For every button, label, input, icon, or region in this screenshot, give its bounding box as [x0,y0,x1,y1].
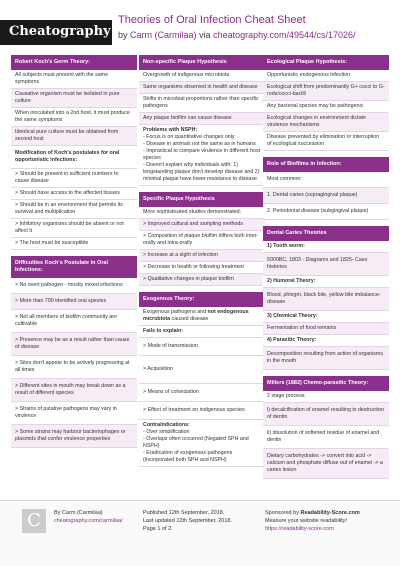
list-item: Opportunistic endogenous infection [263,70,389,82]
list-item: ii) dissolution of softened residue of enamel and dentin [263,426,389,449]
list-item: i) decalcification of enamel resulting in destruction of dentin [263,403,389,426]
list-item: 2 stage process: [263,391,389,403]
list-item: Fermentation of food remains [263,323,389,335]
list-item: > Different sites in mouth may break down as a result of different species [11,379,137,402]
subheading: 4) Parasitic Theory: [267,337,317,343]
section-title: Specific Plaque Hypothesis [139,192,265,207]
section-millers [263,376,389,479]
list-item: > Decrease in health or following treatment [139,262,265,274]
footer-author-link[interactable]: cheatography.com/carmilaa/ [54,518,123,524]
list-item: > No overt pathogen - mostly mixed infections [11,278,137,294]
author-link[interactable]: Carm (Carmilaa) [130,30,197,40]
subheading: Modification of Koch's postulates for oral opportunistic infections: [15,150,120,163]
intro-text-end: caused disease [170,316,209,322]
column-2 [139,55,265,467]
cheatography-logo[interactable]: Cheatography [0,20,112,45]
section-title: Ecological Plaque Hypothesis: [263,55,389,70]
page-number: Page 1 of 2. [143,526,173,532]
list-item: > Qualitative changes in plaque biofilm [139,274,265,286]
updated-date: Last updated 12th September, 2018. [143,518,232,524]
list-item: > Presence may be as a result rather than cause of disease [11,333,137,356]
list-item-text: - Impractical to compare virulence in different host species [143,148,261,161]
footer-publication [143,509,232,533]
section-nonspecific-plaque [139,55,265,186]
list-item [263,241,389,253]
list-item: > Improved cultural and sampling methods [139,219,265,231]
list-item: > Mode of transmission [139,338,265,356]
footer [0,500,400,566]
list-item: > Should be in an environment that permits its survival and multiplication [11,200,137,219]
subheading: Contraindications: [143,422,190,428]
section-specific-plaque [139,192,265,286]
list-item: Identical pure culture must be obtained from second host [11,127,137,146]
page-title: Theories of Oral Infection Cheat Sheet [118,14,306,26]
list-item-text: - Overlaps often occurred (Negated SPH and NSPH) [143,436,249,449]
list-item [263,335,389,347]
list-item: 1. Dental caries (supragingival plaque) [263,188,389,204]
subheading: 1) Tooth worm: [267,243,305,249]
byline-by: by [118,30,128,40]
list-item: > The host must be susceptible [11,238,137,250]
sponsor-tagline: Measure your website readability! [265,518,347,524]
list-item: Blood, phlegm, black bile, yellow bile imbalance- disease [263,288,389,311]
list-item: 5000BC, 1803 - Diagrams and 1825- Case histories [263,253,389,276]
list-item: Disease prevented by elimination or interruption of ecological succession [263,132,389,151]
list-item [263,311,389,323]
sheet-url-link[interactable]: cheatography.com/49544/cs/17026/ [213,30,356,40]
section-dental-caries [263,226,389,370]
list-item: Ecological shift from predominantly G+ cocci to G- rods/cocci-bacilli [263,82,389,101]
section-title: Role of Biofilms in Infection: [263,157,389,172]
sponsor-line [265,509,360,517]
column-3 [263,55,389,479]
published-date: Published 12th September, 2018. [143,510,225,516]
footer-sponsor [265,509,360,533]
section-title: Robert Koch's Germ Theory: [11,55,137,70]
section-koch [11,55,137,250]
sponsor-name[interactable]: Readability-Score.com [300,510,360,516]
section-exogenous [139,292,265,467]
author-avatar[interactable]: C [22,509,46,533]
list-item: Same organisms observed in health and disease [139,82,265,94]
section-difficulties [11,256,137,448]
list-item-text: - Doesn't explain why individuals with: 1) longstanding plaque don't develop disease and 2) minimal plaque have lower resistance to disease [143,162,260,182]
byline [118,30,356,40]
subheading: Fails to explain: [143,328,184,334]
list-item: Dietary carbohydrates -> convert into acid -> calcium and phosphate diffuse out of enamel -> a caries lesion [263,449,389,479]
list-item: > Sites don't appear to be actively progressing at all times [11,356,137,379]
list-item-text: - Disease in animals not the same as in humans [143,141,256,147]
list-item: Overgrowth of indigenous microbiota [139,70,265,82]
subheading: 2) Humoral Theory: [267,278,316,284]
list-item: > Composition of plaque biofilm differs both inter-orally and intra-orally [139,231,265,250]
list-item: > Means of colonization [139,384,265,402]
list-item [11,146,137,169]
list-item: More sophisticated studies demonstrated: [139,207,265,219]
footer-author-name[interactable]: Carm [61,510,76,516]
subheading: 3) Chemical Theory: [267,313,318,319]
list-item [139,420,265,467]
footer-by: By [54,510,61,516]
intro-text: Exogenous pathogens and [143,309,208,315]
list-item: > Inhibitory organisms should be absent or not affect it [11,219,137,238]
list-item: Decomposition resulting from action of organisms in the mouth [263,347,389,370]
list-item [139,307,265,326]
list-item [11,89,137,108]
list-item-text: - Focus is on quantitative changes only [143,134,235,140]
list-item: When inoculated into a 2nd host, it must produce the same symptoms [11,108,137,127]
list-item: > More than 700 identified oral species [11,294,137,310]
list-item: Most common: [263,172,389,188]
header [0,0,400,50]
list-item [263,276,389,288]
list-item: Ecological changes in environment dictate virulence mechanisms [263,113,389,132]
list-item: > Should be present in sufficient numbers to cause disease [11,169,137,188]
list-item: > Some strains may harbour bacteriophages or plasmids that confer virulence properties [11,425,137,448]
sponsor-prefix: Sponsored by [265,510,301,516]
sponsor-link[interactable]: https://readability-score.com [265,526,334,532]
section-biofilms [263,157,389,220]
list-item: Any bacterial species may be pathogenic [263,101,389,113]
list-item-text: - Over simplification [143,429,190,435]
footer-author-line [54,509,123,517]
footer-author-handle: (Carmilaa) [76,510,103,516]
list-item: Shifts in microbial proportions rather than specific pathogens [139,94,265,113]
list-item: > Acquisition [139,356,265,384]
list-item: > Strains of putative pathogens may vary in virulence [11,402,137,425]
column-1 [11,55,137,448]
list-item: Any plaque biofilm can cause disease [139,113,265,125]
section-title: Non-specific Plaque Hypothesis [139,55,265,70]
intro-bold: not endogenous microbiota [143,309,249,322]
list-item [139,125,265,186]
list-item-text: Causative organism must be isolated in pure culture [15,91,120,104]
subheading: Problems with NSPH: [143,127,198,133]
section-title: Difficulties Koch's Postulate in Oral Infections: [11,256,137,278]
section-ecological-plaque [263,55,389,151]
list-item: > Not all members of biofilm community are cultivable [11,310,137,333]
footer-author [54,509,123,525]
section-title: Dental Caries Theories [263,226,389,241]
list-item: > Should have access to the affected tissues [11,188,137,200]
list-item [139,326,265,338]
section-title: Millers (1882) Chemo-parasitic Theory: [263,376,389,391]
list-item: All subjects must present with the same symptoms [11,70,137,89]
list-item: 2. Periodontal disease (subgingival plaque) [263,204,389,220]
section-title: Exogenous Theory: [139,292,265,307]
byline-via: via [199,30,211,40]
list-item-text: - Eradication of exogenous pathogens (incorporated both SPH and NSPH) [143,450,233,463]
list-item: > Increase at a sight of infection [139,250,265,262]
list-item: > Effect of treatment on indigenous species [139,402,265,420]
